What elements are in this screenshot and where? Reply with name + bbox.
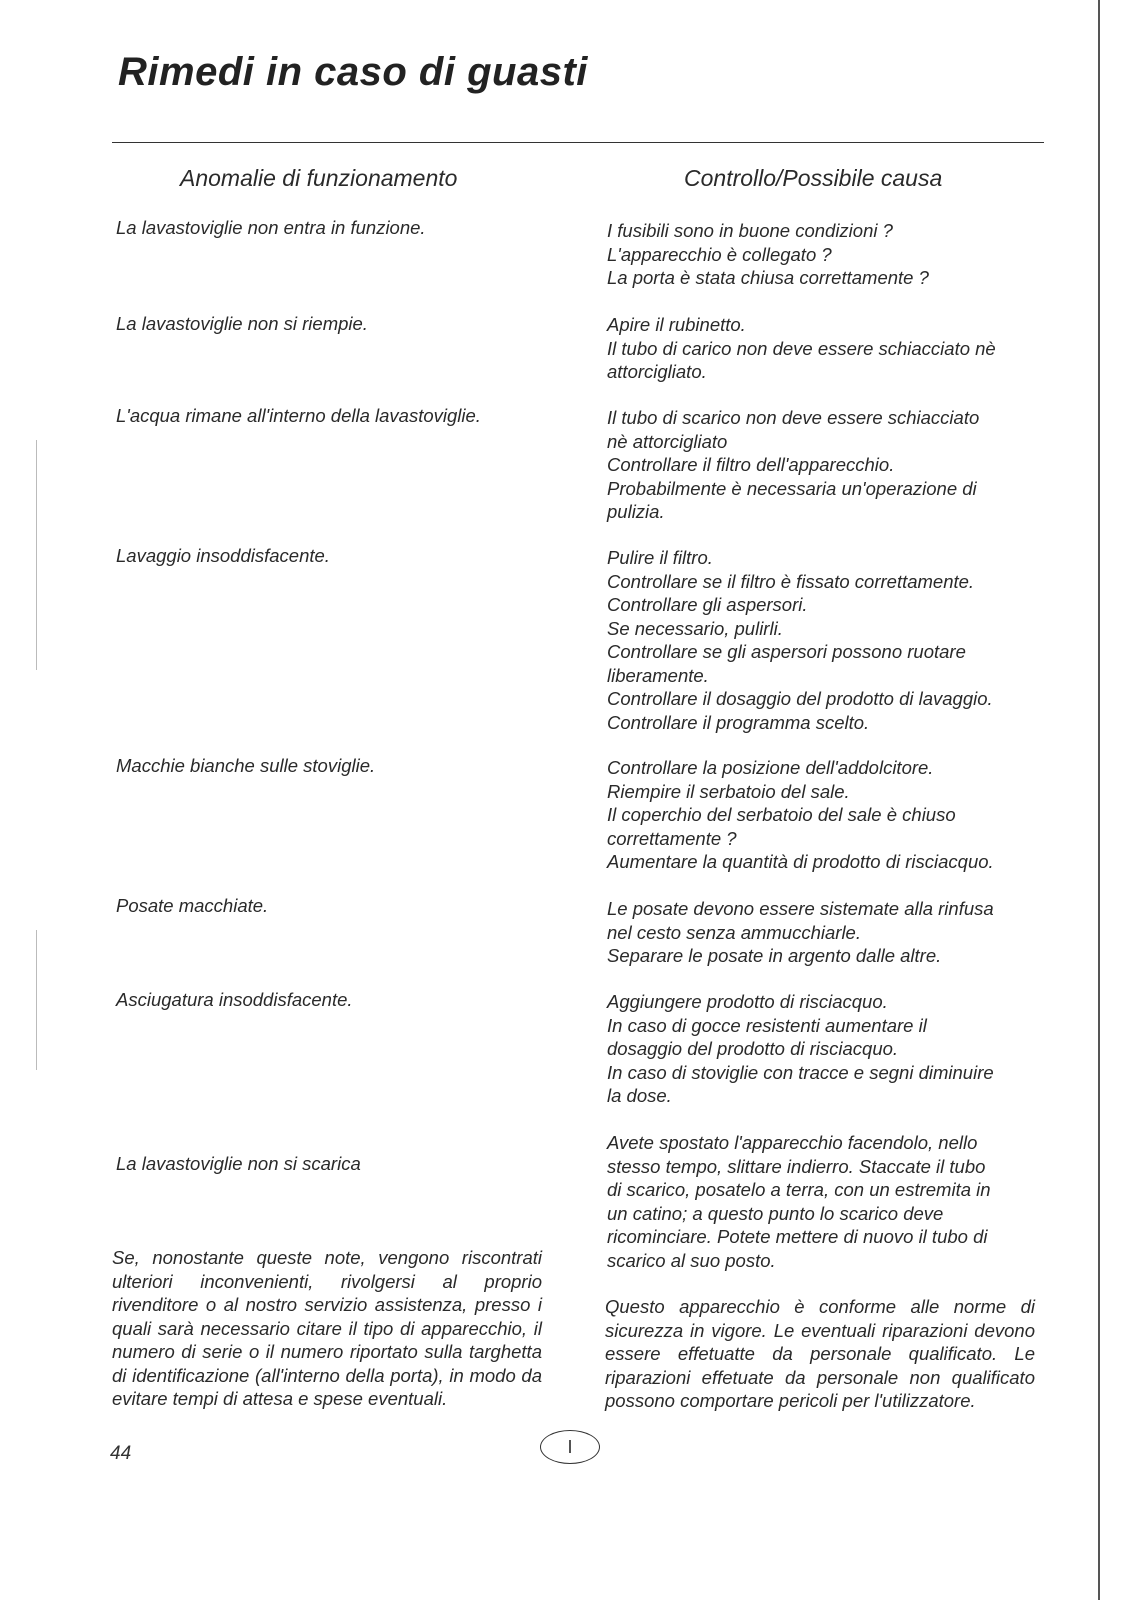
symptom-text: Asciugatura insoddisfacente. <box>116 989 353 1010</box>
scan-artifact <box>36 440 37 670</box>
check-line: attorcigliato. <box>607 361 707 382</box>
check-line: In caso di stoviglie con tracce e segni diminuire <box>607 1061 994 1083</box>
check-line: Probabilmente è necessaria un'operazione di <box>607 477 977 499</box>
check-line: nel cesto senza ammucchiarle. <box>607 921 861 943</box>
check-list <box>607 897 1039 968</box>
check-line: dosaggio del prodotto di risciacquo. <box>607 1038 899 1059</box>
column-header-causes: Controllo/Possibile causa <box>684 165 943 191</box>
page-title: Rimedi in caso di guasti <box>118 50 588 94</box>
check-line: la dose. <box>607 1085 672 1106</box>
check-line: I fusibili sono in buone condizioni ? <box>607 220 893 241</box>
symptom-text: La lavastoviglie non si scarica <box>116 1153 361 1174</box>
check-line: Riempire il serbatoio del sale. <box>607 780 850 802</box>
page-number: 44 <box>110 1443 132 1464</box>
check-list <box>607 219 1039 290</box>
check-line: di scarico, posatelo a terra, con un estremita in <box>607 1179 991 1200</box>
check-line: Controllare il programma scelto. <box>607 711 870 733</box>
check-list <box>607 1131 1039 1272</box>
check-line: correttamente ? <box>607 827 737 849</box>
check-line: Controllare se gli aspersori possono ruotare <box>607 641 966 662</box>
symptom-text: La lavastoviglie non si riempie. <box>116 313 368 334</box>
service-note: Se, nonostante queste note, vengono riscontrati ulteriori inconvenienti, rivolgersi al proprio rivenditore o al nostro servizio assistenza, presso i quali sarà necessario citare il tipo di apparecchio, il numero di serie o il numero riportato sulla targhetta di identificazione (all'interno della porta), in modo da evitare tempi di attesa e spese eventuali. <box>112 1247 542 1409</box>
symptom-text: Macchie bianche sulle stoviglie. <box>116 755 376 776</box>
check-line: Controllare il filtro dell'apparecchio. <box>607 454 895 475</box>
check-line: Controllare gli aspersori. <box>607 594 808 615</box>
check-line: un catino; a questo punto lo scarico deve <box>607 1202 944 1224</box>
column-header-anomalies: Anomalie di funzionamento <box>180 165 458 191</box>
check-list <box>607 756 1039 874</box>
check-line: Pulire il filtro. <box>607 547 713 568</box>
symptom-text: La lavastoviglie non entra in funzione. <box>116 217 426 238</box>
check-line: stesso tempo, slittare indierro. Staccate il tubo <box>607 1155 986 1177</box>
check-line: Aumentare la quantità di prodotto di risciacquo. <box>607 851 994 872</box>
check-list <box>607 990 1039 1108</box>
symptom-text: Posate macchiate. <box>116 895 269 916</box>
check-line: Le posate devono essere sistemate alla rinfusa <box>607 898 994 919</box>
check-list <box>607 313 1039 384</box>
check-line: pulizia. <box>607 501 665 522</box>
check-line: Controllare se il filtro è fissato correttamente. <box>607 570 975 592</box>
check-line: scarico al suo posto. <box>607 1249 776 1271</box>
check-line: La porta è stata chiusa correttamente ? <box>607 267 929 288</box>
check-list <box>607 546 1039 734</box>
language-badge: I <box>540 1430 600 1464</box>
page-edge-line <box>1098 0 1100 1600</box>
check-line: nè attorcigliato <box>607 430 728 452</box>
check-line: liberamente. <box>607 664 709 686</box>
safety-note: Questo apparecchio è conforme alle norme di sicurezza in vigore. Le eventuali riparazioni devono essere effetuatte da personale qualificato. Le riparazioni effetuate da personale non qualificato possono comportare pericoli per l'utilizzatore. <box>605 1296 1035 1411</box>
title-divider <box>112 142 1044 143</box>
check-line: Se necessario, pulirli. <box>607 617 783 639</box>
symptom-text: L'acqua rimane all'interno della lavastoviglie. <box>116 405 481 426</box>
check-line: L'apparecchio è collegato ? <box>607 243 832 265</box>
check-line: Avete spostato l'apparecchio facendolo, nello <box>607 1132 978 1153</box>
check-line: Aggiungere prodotto di risciacquo. <box>607 991 888 1012</box>
check-line: Il tubo di carico non deve essere schiacciato nè <box>607 337 996 359</box>
check-line: ricominciare. Potete mettere di nuovo il tubo di <box>607 1226 988 1247</box>
scan-artifact <box>36 930 37 1070</box>
check-line: Separare le posate in argento dalle altre. <box>607 945 942 966</box>
check-line: Il coperchio del serbatoio del sale è chiuso <box>607 804 956 825</box>
check-line: Controllare la posizione dell'addolcitore. <box>607 757 934 778</box>
symptom-text: Lavaggio insoddisfacente. <box>116 545 330 566</box>
check-line: Il tubo di scarico non deve essere schiacciato <box>607 407 980 428</box>
check-list <box>607 406 1039 524</box>
check-line: In caso di gocce resistenti aumentare il <box>607 1014 927 1036</box>
check-line: Controllare il dosaggio del prodotto di lavaggio. <box>607 688 993 709</box>
check-line: Apire il rubinetto. <box>607 314 746 335</box>
